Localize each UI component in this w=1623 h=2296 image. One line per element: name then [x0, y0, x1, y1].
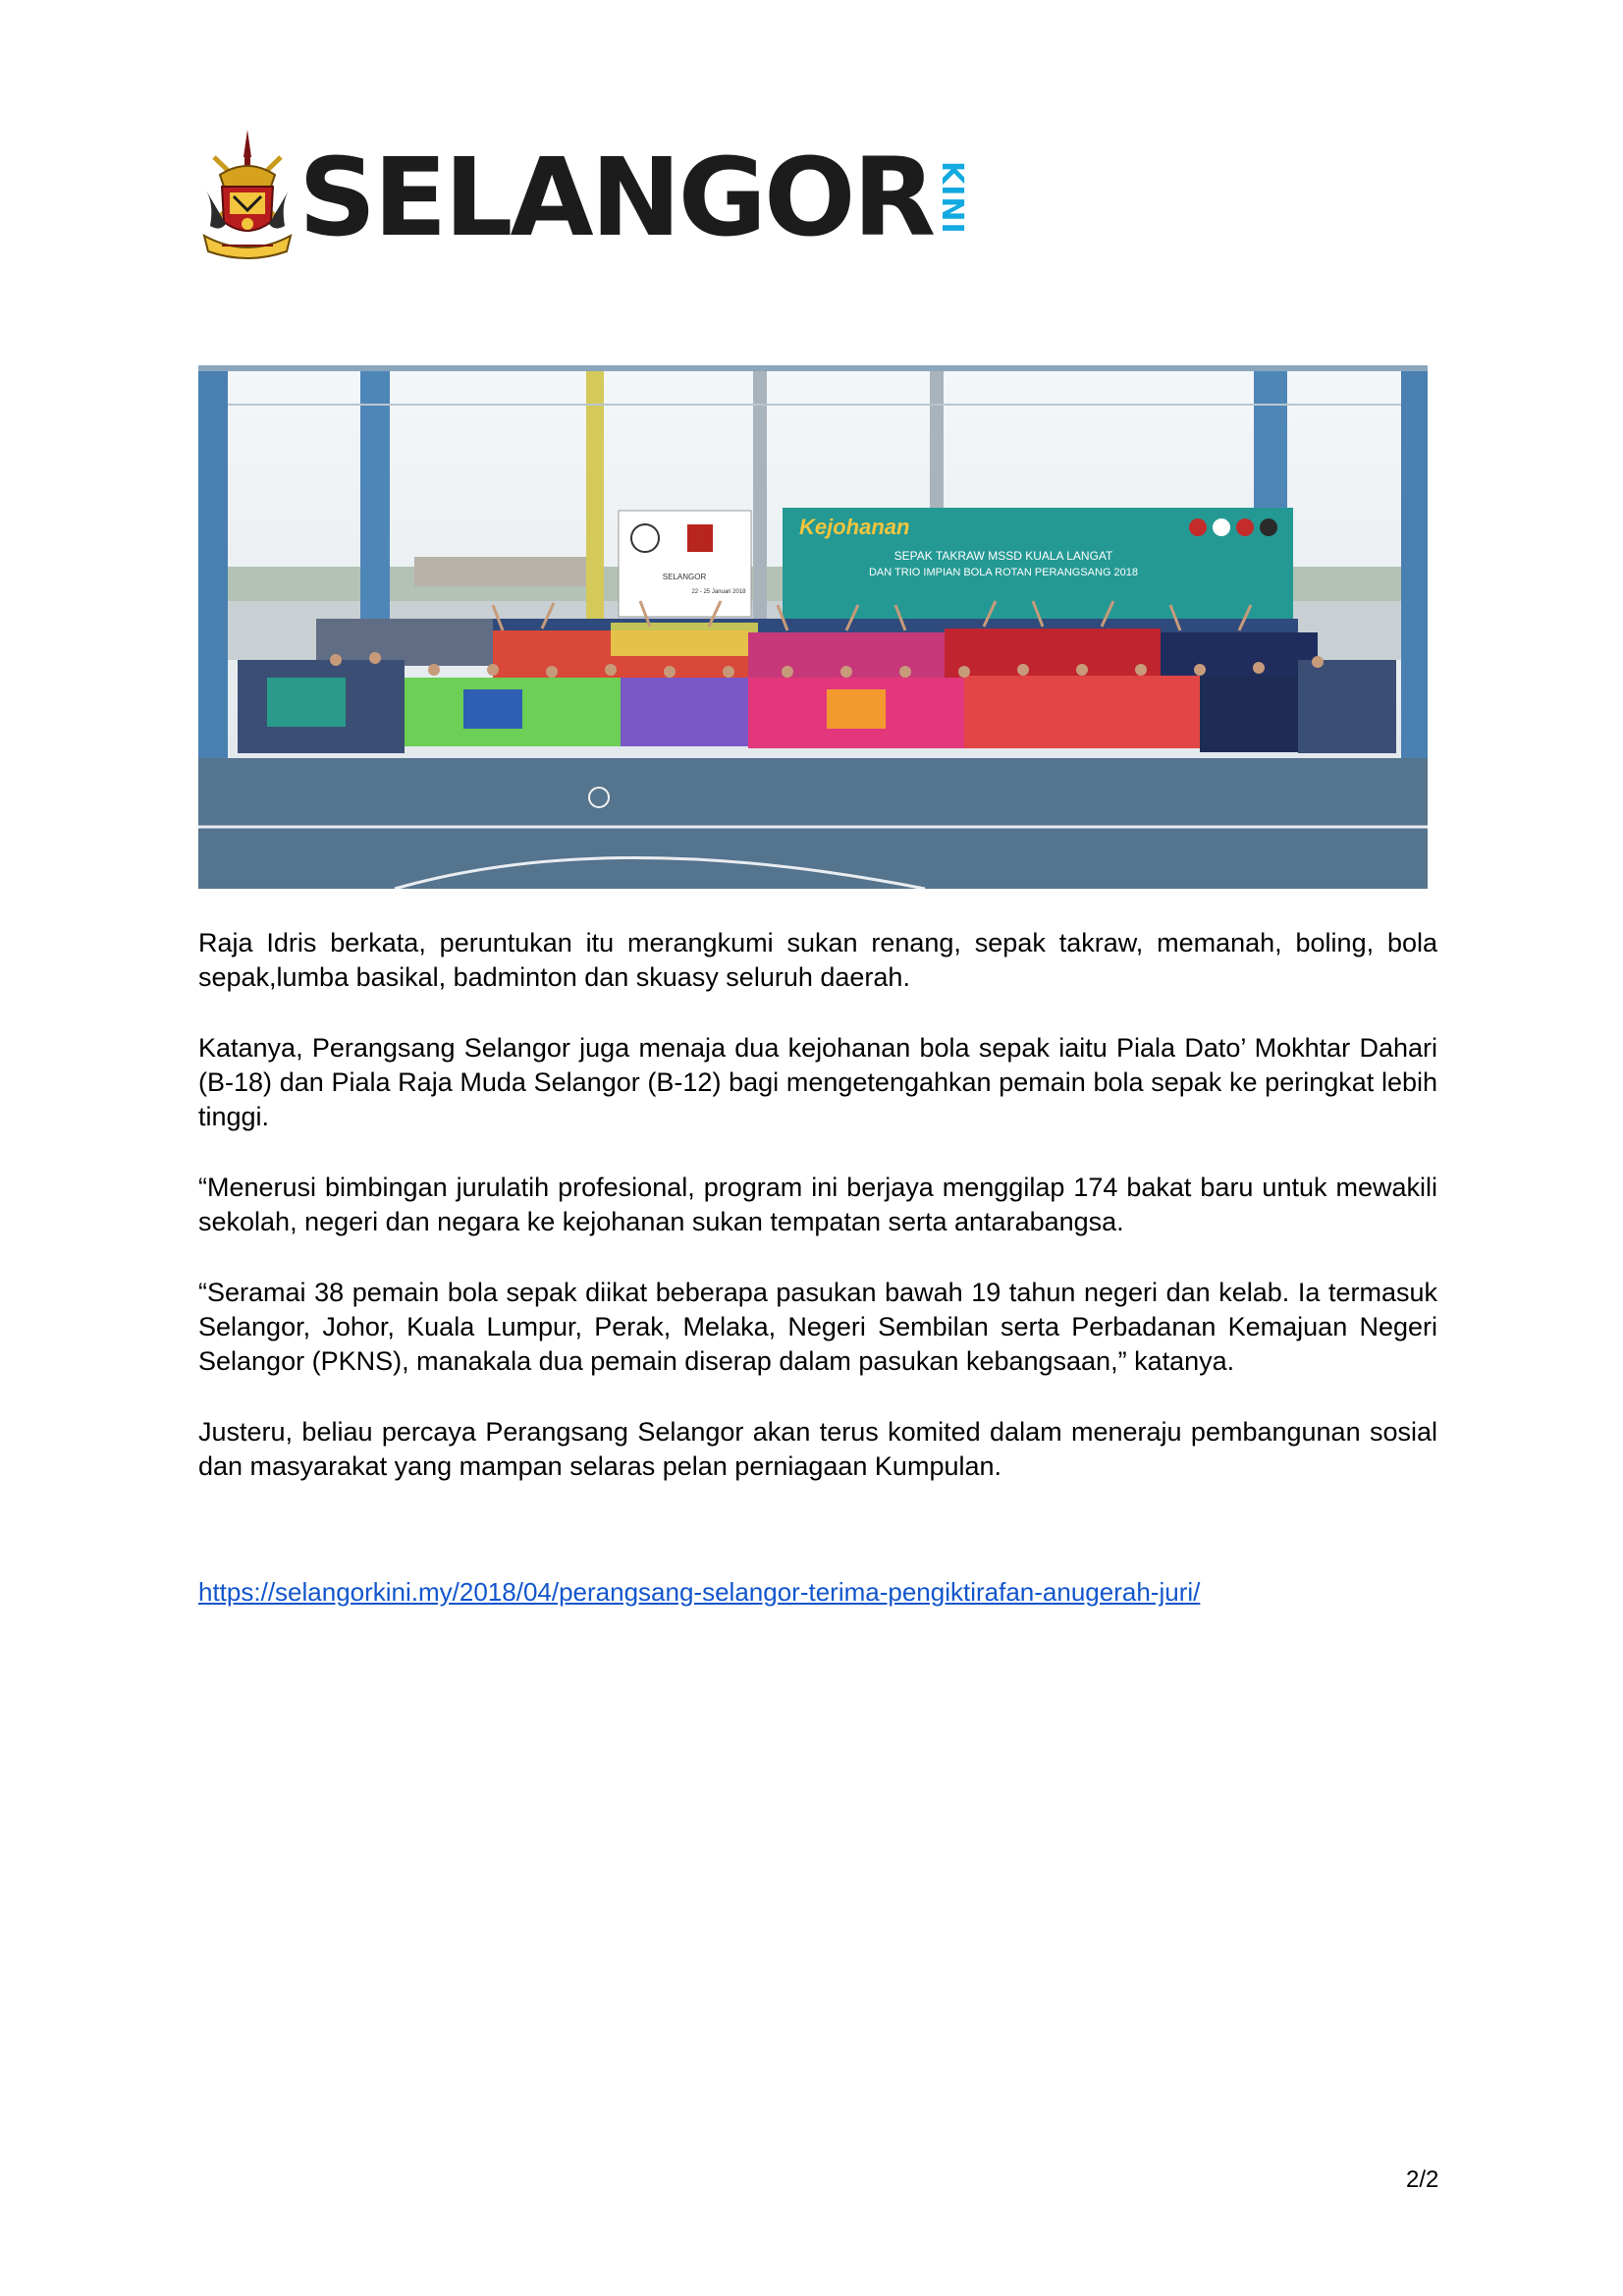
right-banner-line1: SEPAK TAKRAW MSSD KUALA LANGAT: [893, 549, 1113, 563]
article-paragraph: Katanya, Perangsang Selangor juga menaja dua kejohanan bola sepak iaitu Piala Dato’ Mokhtar Dahari (B-18) dan Piala Raja Muda Selangor (B-12) bagi mengetengahkan pemain bola sepak ke peringkat lebih tinggi.: [198, 1033, 1437, 1131]
page-number: 2/2: [1406, 2166, 1439, 2193]
event-group-photo: [198, 365, 1428, 889]
selangorkini-logo: [200, 128, 969, 261]
selangor-crest-icon: [200, 128, 295, 261]
article-paragraph: Justeru, beliau percaya Perangsang Selangor akan terus komited dalam meneraju pembangunan sosial dan masyarakat yang mampan selaras pelan perniagaan Kumpulan.: [198, 1417, 1437, 1481]
left-banner-line2: 22 - 25 Januari 2018: [691, 589, 746, 595]
logo-wordmark: SELANGOR: [298, 135, 934, 260]
source-link[interactable]: https://selangorkini.my/2018/04/perangsang-selangor-terima-pengiktirafan-anugerah-juri/: [198, 1577, 1201, 1607]
left-banner-line1: SELANGOR: [662, 573, 707, 581]
article-paragraph: “Menerusi bimbingan jurulatih profesional, program ini berjaya menggilap 174 bakat baru untuk mewakili sekolah, negeri dan negara ke kejohanan sukan tempatan serta antarabangsa.: [198, 1173, 1437, 1236]
logo-tag: KINI: [935, 160, 970, 235]
right-banner-title: Kejohanan: [799, 515, 910, 539]
article-body: [198, 926, 1437, 1520]
article-paragraph: “Seramai 38 pemain bola sepak diikat beberapa pasukan bawah 19 tahun negeri dan kelab. Ia termasuk Selangor, Johor, Kuala Lumpur, Perak, Melaka, Negeri Sembilan serta Perbadanan Kemajuan Negeri Selangor (PKNS), manakala dua pemain diserap dalam pasukan kebangsaan,” katanya.: [198, 1278, 1437, 1376]
article-paragraph: Raja Idris berkata, peruntukan itu merangkumi sukan renang, sepak takraw, memanah, boling, bola sepak,lumba basikal, badminton dan skuasy seluruh daerah.: [198, 928, 1437, 992]
right-banner-line2: DAN TRIO IMPIAN BOLA ROTAN PERANGSANG 2018: [868, 567, 1139, 578]
